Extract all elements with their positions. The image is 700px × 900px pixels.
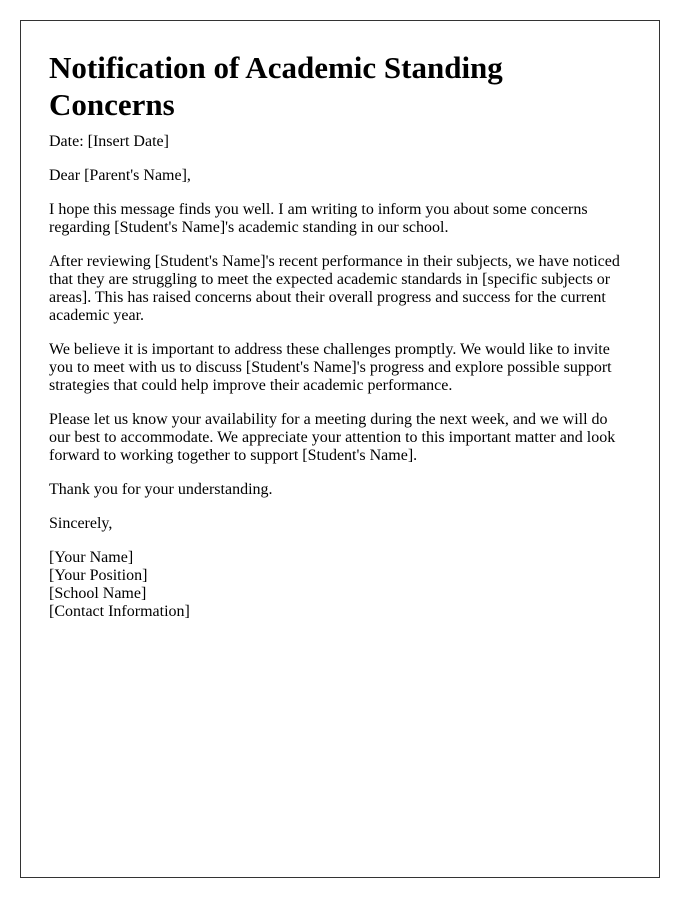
signature-position: [Your Position] — [49, 567, 148, 584]
signature-block — [49, 549, 631, 621]
signature-school: [School Name] — [49, 585, 147, 602]
letter-title: Notification of Academic Standing Concerns — [49, 50, 503, 122]
body-paragraph-meeting-invite: We believe it is important to address these challenges promptly. We would like to invite you to meet with us to discuss [Student's Name]'s progress and explore possible support strategies that could help improve their academic performance. — [49, 341, 612, 394]
salutation: Dear [Parent's Name], — [49, 167, 191, 184]
date-line: Date: [Insert Date] — [49, 133, 169, 150]
signature-contact: [Contact Information] — [49, 603, 190, 620]
closing-line: Sincerely, — [49, 515, 113, 532]
body-paragraph-intro: I hope this message finds you well. I am writing to inform you about some concerns regarding [Student's Name]'s academic standing in our school. — [49, 201, 588, 236]
signature-name: [Your Name] — [49, 549, 134, 566]
body-paragraph-performance: After reviewing [Student's Name]'s recent performance in their subjects, we have noticed that they are struggling to meet the expected academic standards in [specific subjects or areas]. This has raised concerns about their overall progress and success for the current academic year. — [49, 253, 620, 324]
letter-page — [20, 20, 660, 878]
thanks-line: Thank you for your understanding. — [49, 481, 273, 498]
body-paragraph-availability: Please let us know your availability for a meeting during the next week, and we will do our best to accommodate. We appreciate your attention to this important matter and look forward to working together to support [Student's Name]. — [49, 411, 616, 464]
